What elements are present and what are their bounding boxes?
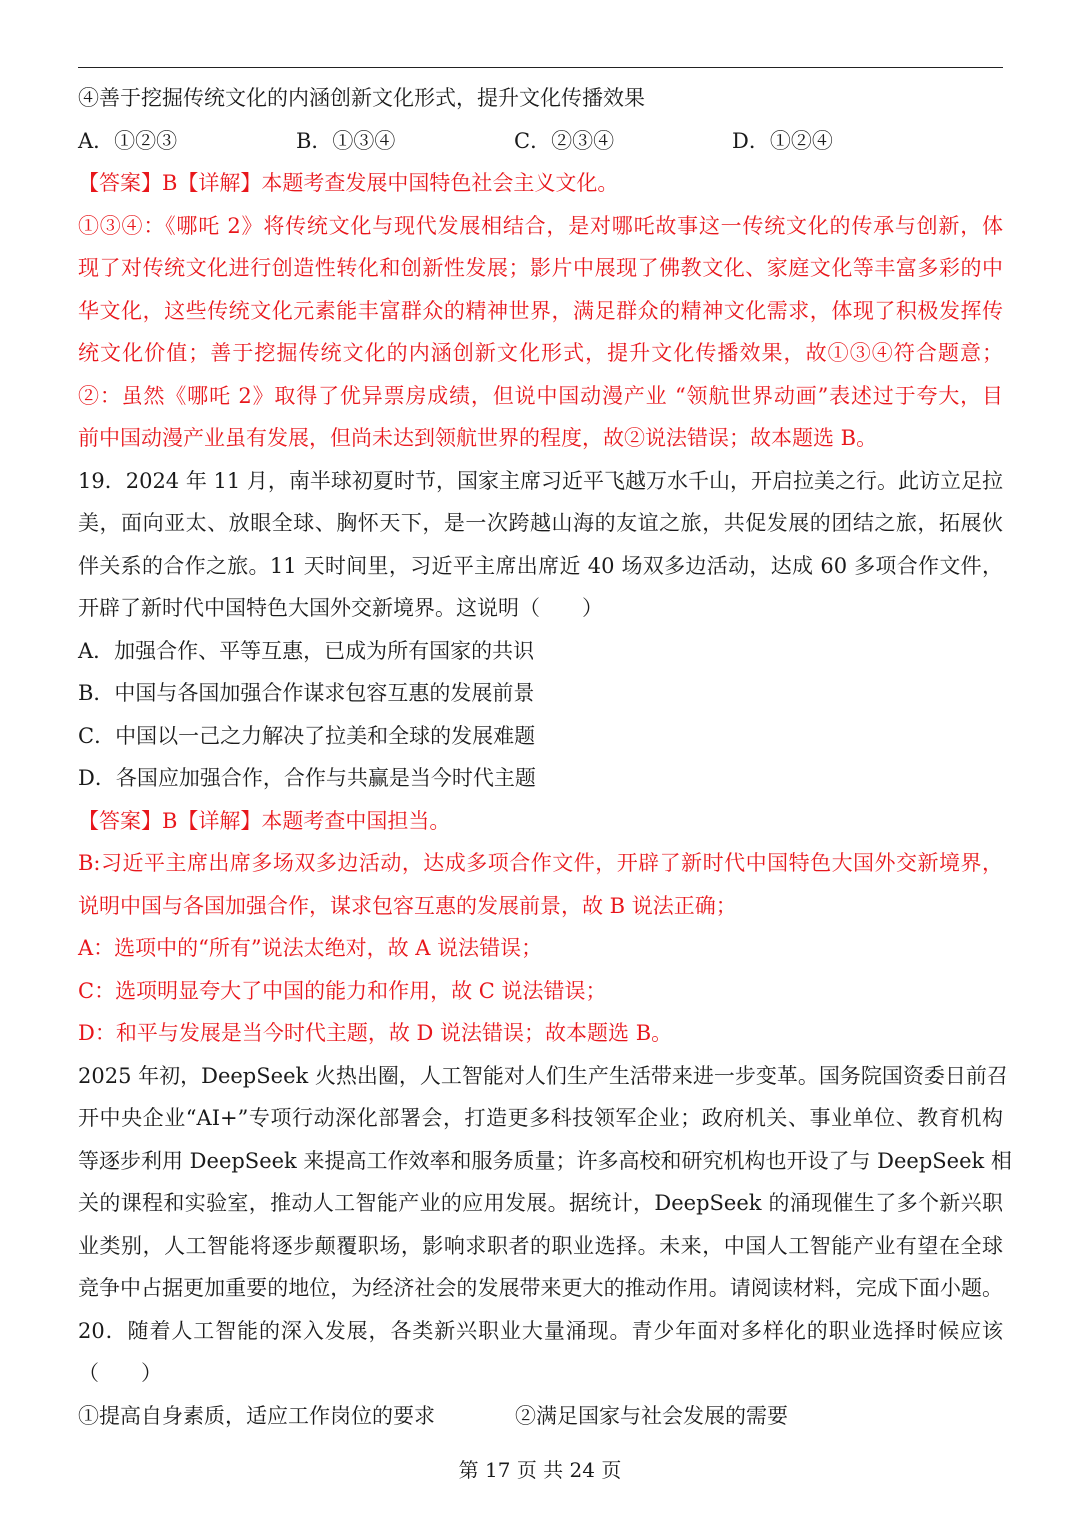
q18-explanation-line: 统文化价值；善于挖掘传统文化的内涵创新文化形式，提升文化传播效果，故①③④符合题意； [78, 341, 1003, 365]
q19-option-b: B．中国与各国加强合作谋求包容互惠的发展前景 [78, 681, 535, 705]
q19-stem-line: 美，面向亚太、放眼全球、胸怀天下，是一次跨越山海的友谊之旅，共促发展的团结之旅，拓展伙 [78, 511, 1003, 535]
q19-explanation-line: D：和平与发展是当今时代主题，故 D 说法错误；故本题选 B。 [78, 1021, 673, 1045]
q19-option-a: A．加强合作、平等互惠，已成为所有国家的共识 [78, 638, 535, 663]
q19-explanation-line: C：选项明显夸大了中国的能力和作用，故 C 说法错误； [78, 978, 607, 1003]
q20-options [78, 1395, 1003, 1438]
material-line: 2025 年初，DeepSeek 火热出圈，人工智能对人们生产生活带来进一步变革。国务院国资委日前召 [78, 1063, 1008, 1088]
material-line: 业类别，人工智能将逐步颠覆职场，影响求职者的职业选择。未来，中国人工智能产业有望在全球 [78, 1233, 1003, 1258]
q18-option-d: D．①②④ [732, 128, 833, 153]
q18-option-a: A．①②③ [78, 128, 178, 153]
header-rule [78, 67, 1003, 68]
q18-options [78, 120, 1003, 163]
q20-option-2: ②满足国家与社会发展的需要 [515, 1403, 788, 1428]
q20-stem-line: 20．随着人工智能的深入发展，各类新兴职业大量涌现。青少年面对多样化的职业选择时候应该 [78, 1318, 1003, 1343]
q18-explanation-line: 前中国动漫产业虽有发展，但尚未达到领航世界的程度，故②说法错误；故本题选 B。 [78, 426, 878, 450]
q19-explanation-line: B:习近平主席出席多场双多边活动，达成多项合作文件，开辟了新时代中国特色大国外交新境界， [78, 851, 1003, 875]
q18-item-4: ④善于挖掘传统文化的内涵创新文化形式，提升文化传播效果 [78, 86, 645, 110]
q19-option-d: D．各国应加强合作，合作与共赢是当今时代主题 [78, 766, 536, 790]
material-line: 关的课程和实验室，推动人工智能产业的应用发展。据统计，DeepSeek 的涌现催生了多个新兴职 [78, 1191, 1003, 1215]
q19-explanation-line: 说明中国与各国加强合作，谋求包容互惠的发展前景，故 B 说法正确； [78, 893, 737, 918]
q19-stem-line: 19．2024 年 11 月，南半球初夏时节，国家主席习近平飞越万水千山，开启拉美之行。此访立足拉 [78, 468, 1003, 493]
q19-stem-line: 开辟了新时代中国特色大国外交新境界。这说明（ ） [78, 596, 603, 620]
q18-option-c: C．②③④ [514, 128, 615, 153]
q18-explanation-line: ②：虽然《哪吒 2》取得了优异票房成绩，但说中国动漫产业 “领航世界动画”表述过于夸大，目 [78, 383, 1003, 408]
q20-option-1: ①提高自身素质，适应工作岗位的要求 [78, 1403, 435, 1428]
material-line: 等逐步利用 DeepSeek 来提高工作效率和服务质量；许多高校和研究机构也开设了与 DeepSeek 相 [78, 1148, 1012, 1173]
q19-answer-heading: 【答案】B【详解】本题考查中国担当。 [78, 808, 451, 833]
q19-explanation-line: A：选项中的“所有”说法太绝对，故 A 说法错误； [78, 936, 543, 960]
q18-answer-heading: 【答案】B【详解】本题考查发展中国特色社会主义文化。 [78, 171, 619, 195]
page-number: 第 17 页 共 24 页 [458, 1458, 622, 1482]
q18-explanation-line: ①③④：《哪吒 2》将传统文化与现代发展相结合，是对哪吒故事这一传统文化的传承与创新，体 [78, 213, 1003, 238]
q18-explanation-line: 现了对传统文化进行创造性转化和创新性发展；影片中展现了佛教文化、家庭文化等丰富多彩的中 [78, 256, 1003, 280]
q18-explanation-line: 华文化，这些传统文化元素能丰富群众的精神世界，满足群众的精神文化需求，体现了积极发挥传 [78, 298, 1003, 323]
q19-option-c: C．中国以一己之力解决了拉美和全球的发展难题 [78, 723, 536, 748]
page-content [78, 77, 1012, 1437]
q19-stem-line: 伴关系的合作之旅。11 天时间里，习近平主席出席近 40 场双多边活动，达成 60 多项合作文件， [78, 553, 1003, 578]
material-line: 竞争中占据更加重要的地位，为经济社会的发展带来更大的推动作用。请阅读材料，完成下面小题。 [78, 1276, 1003, 1300]
q18-option-b: B．①③④ [296, 128, 396, 153]
material-line: 开中央企业“AI+”专项行动深化部署会，打造更多科技领军企业；政府机关、事业单位、教育机构 [78, 1106, 1003, 1130]
q20-stem-line: （ ） [78, 1361, 162, 1385]
